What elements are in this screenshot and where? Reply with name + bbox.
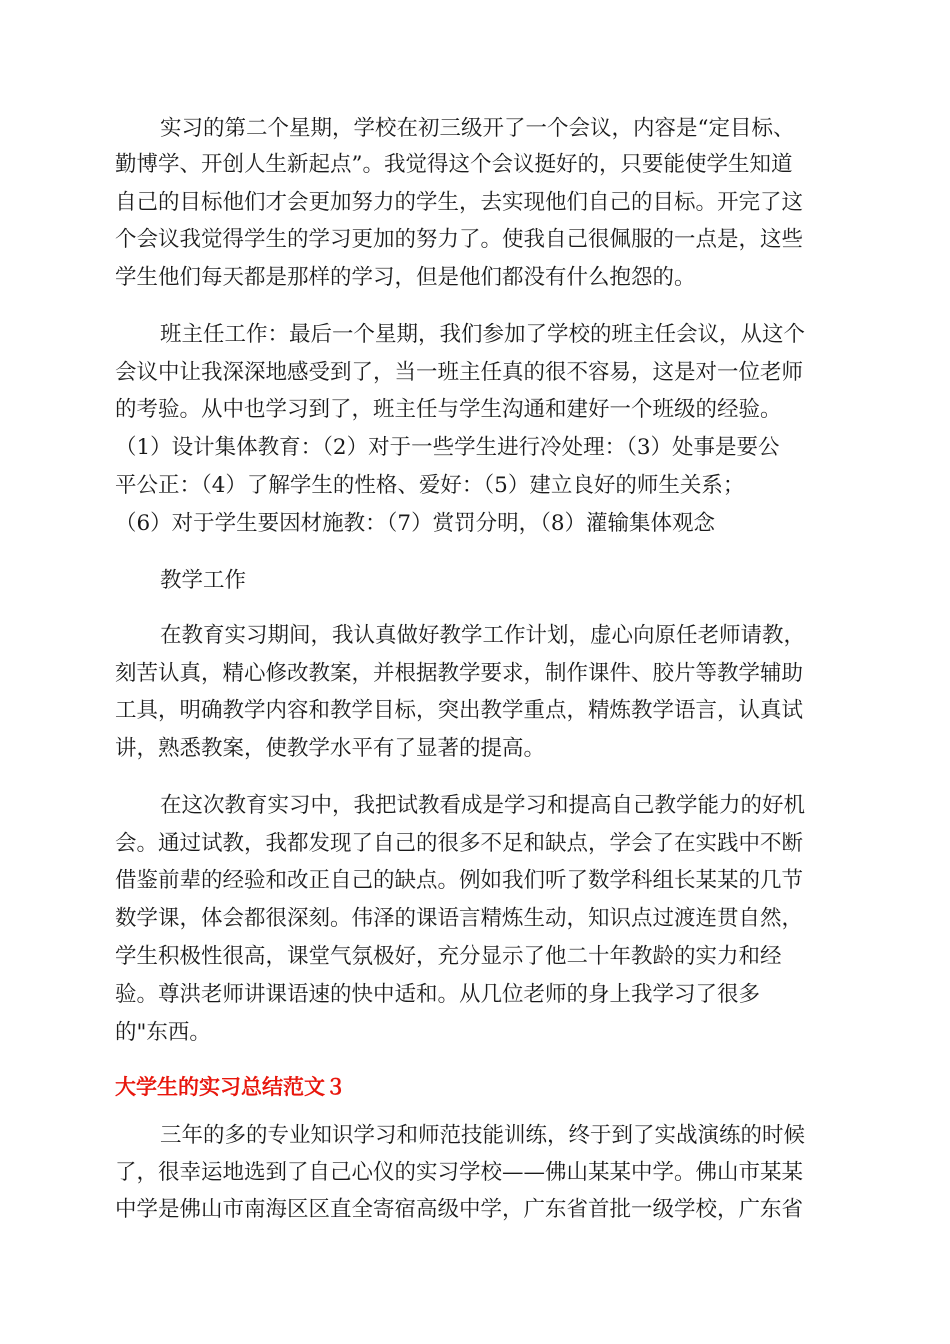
paragraph-line: 工具，明确教学内容和教学目标，突出教学重点，精炼教学语言，认真试 [115,698,804,723]
paragraph-line: 平公正：（4）了解学生的性格、爱好：（5）建立良好的师生关系； [115,473,745,498]
paragraph-line: 自己的目标他们才会更加努力的学生，去实现他们自己的目标。开完了这 [115,190,804,215]
paragraph-line: 会议中让我深深地感受到了，当一班主任真的很不容易，这是对一位老师 [115,360,804,385]
paragraph-line: 在这次教育实习中，我把试教看成是学习和提高自己教学能力的好机 [160,793,806,818]
paragraph-line: 三年的多的专业知识学习和师范技能训练，终于到了实战演练的时候 [160,1123,806,1148]
paragraph-line: 班主任工作：最后一个星期，我们参加了学校的班主任会议，从这个 [160,322,806,347]
paragraph-line: 个会议我觉得学生的学习更加的努力了。使我自己很佩服的一点是，这些 [115,227,804,252]
section-heading: 大学生的实习总结范文３ [115,1075,346,1099]
paragraph-line: 勤博学、开创人生新起点”。我觉得这个会议挺好的，只要能使学生知道 [115,152,793,177]
paragraph-line: 在教育实习期间，我认真做好教学工作计划，虚心向原任老师请教， [160,623,806,648]
paragraph-line: （1）设计集体教育：（2）对于一些学生进行冷处理：（3）处事是要公 [115,435,780,460]
paragraph-line: 刻苦认真，精心修改教案，并根据教学要求，制作课件、胶片等教学辅助 [115,661,804,686]
paragraph-line: 了，很幸运地选到了自己心仪的实习学校——佛山某某中学。佛山市某某 [115,1160,804,1185]
paragraph-line: 验。尊洪老师讲课语速的快中适和。从几位老师的身上我学习了很多 [115,982,761,1007]
paragraph-line: 实习的第二个星期，学校在初三级开了一个会议，内容是“定目标、 [160,116,795,141]
section-label: 教学工作 [160,568,247,593]
paragraph-line: 的"东西。 [115,1020,211,1045]
paragraph-line: 的考验。从中也学习到了，班主任与学生沟通和建好一个班级的经验。 [115,397,782,422]
paragraph-line: （6）对于学生要因材施教：（7）赏罚分明，（8）灌输集体观念 [115,511,716,536]
paragraph-line: 数学课，体会都很深刻。伟泽的课语言精炼生动，知识点过渡连贯自然， [115,906,804,931]
paragraph-line: 学生他们每天都是那样的学习，但是他们都没有什么抱怨的。 [115,265,696,290]
paragraph-line: 会。通过试教，我都发现了自己的很多不足和缺点，学会了在实践中不断 [115,831,804,856]
paragraph-line: 讲，熟悉教案，使教学水平有了显著的提高。 [115,736,546,761]
paragraph-line: 借鉴前辈的经验和改正自己的缺点。例如我们听了数学科组长某某的几节 [115,868,804,893]
paragraph-line: 学生积极性很高，课堂气氛极好，充分显示了他二十年教龄的实力和经 [115,944,782,969]
paragraph-line: 中学是佛山市南海区区直全寄宿高级中学，广东省首批一级学校，广东省 [115,1197,804,1222]
